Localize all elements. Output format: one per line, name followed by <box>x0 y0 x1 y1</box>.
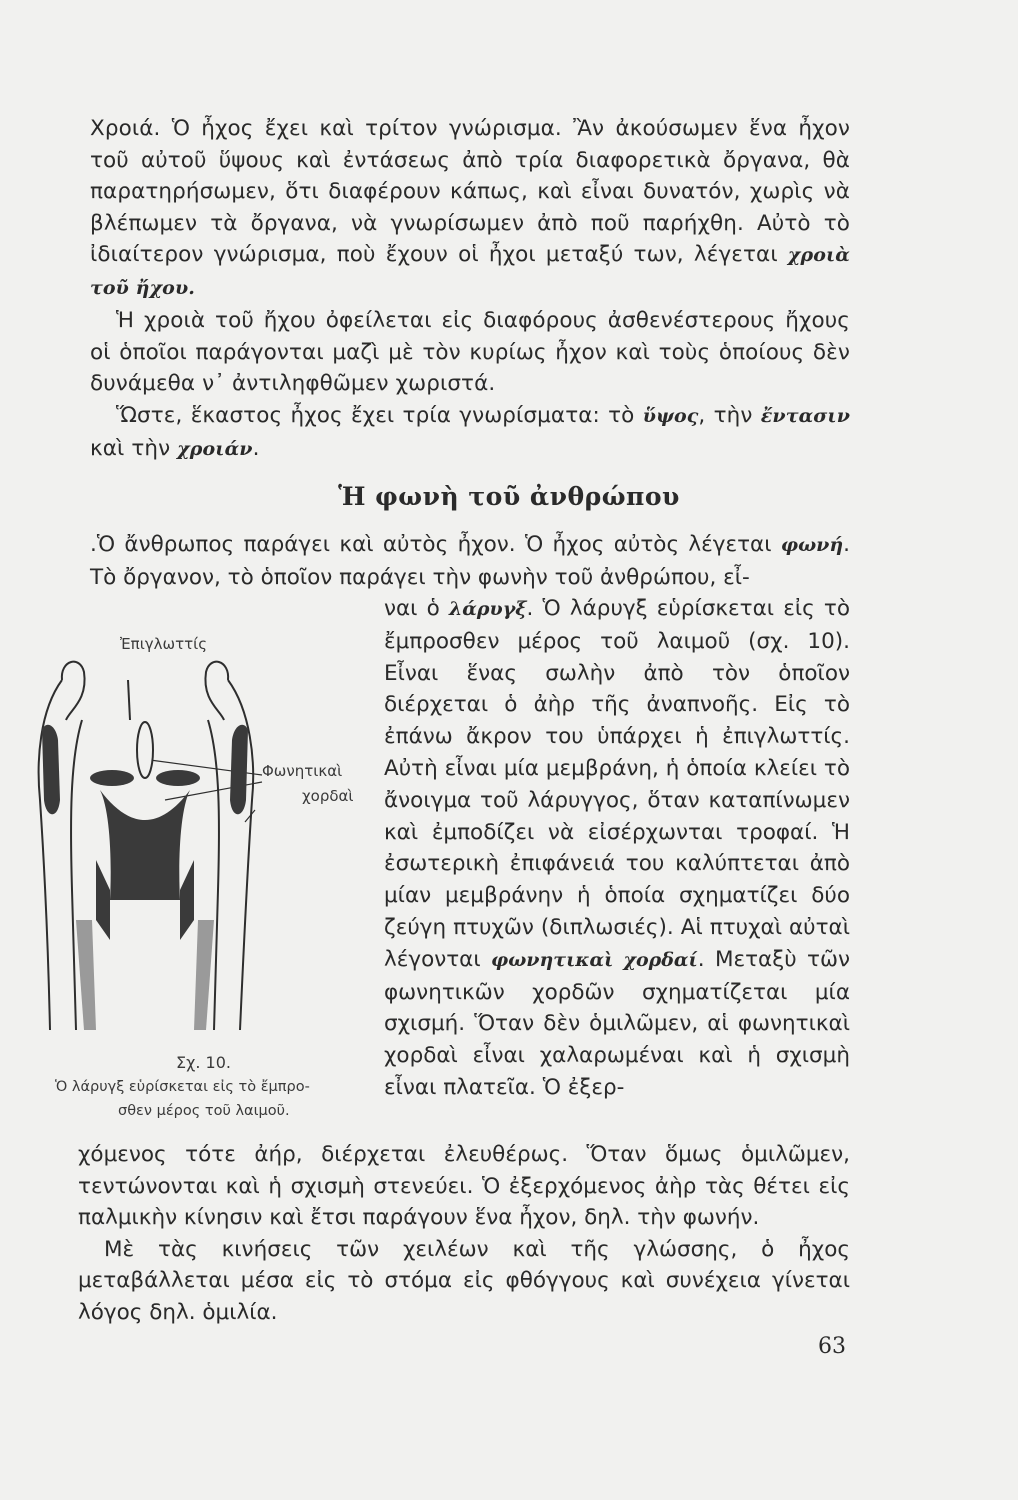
figure-caption-line1: Ὁ λάρυγξ εὑρίσκεται εἰς τὸ ἔμπρο- <box>55 1079 310 1095</box>
section-intro: .Ὁ ἄνθρωπος παράγει καὶ αὐτὸς ἦχον. Ὁ ἦχος αὐτὸς λέγεται φωνή. Τὸ ὄργανον, τὸ ὁποῖον παράγει τὴν φωνὴν τοῦ ἀνθρώπου, εἶ- <box>90 532 850 590</box>
term-timbre: χροιὰ τοῦ ἤχου. <box>90 244 850 299</box>
paragraph-timbre: Χροιά. Ὁ ἦχος ἔχει καὶ τρίτον γνώρισμα. Ἂν ἀκούσωμεν ἕνα ἦχον τοῦ αὐτοῦ ὕψους καὶ ἐντάσεως ἀπὸ τρία διαφορετικὰ ὄργανα, θὰ παρατηρήσωμεν, ὅτι διαφέρουν κάπως, καὶ εἶναι δυνατόν, χωρὶς νὰ βλέπωμεν τὰ ὄργανα, νὰ γνωρίσωμεν ἀπὸ ποῦ παρήχθη. Αὐτὸ τὸ ἰδιαίτερον γνώρισμα, ποὺ ἔχουν οἱ ἦχοι μεταξύ των, λέγεται χροιὰ τοῦ ἤχου. <box>90 116 850 299</box>
figure-caption-line2: σθεν μέρος τοῦ λαιμοῦ. <box>118 1103 290 1119</box>
paragraph-summary: Ὥστε, ἕκαστος ἦχος ἔχει τρία γνωρίσματα: τὸ ὕψος, τὴν ἔντασιν καὶ τὴν χροιάν. <box>90 403 850 461</box>
page-number: 63 <box>818 1334 846 1359</box>
section-heading: Ἡ φωνὴ τοῦ ἀνθρώπου <box>338 482 680 511</box>
label-vocal-cords-1: Φωνητικαὶ <box>262 762 343 780</box>
voice-continuation: χόμενος τότε ἀήρ, διέρχεται ἐλευθέρως. Ὅταν ὅμως ὁμιλῶμεν, τεντώνονται καὶ ἡ σχισμὴ στενεύει. Ὁ ἐξερχόμενος ἀὴρ τὰς θέτει εἰς παλμικὴν κίνησιν καὶ ἔτσι παράγουν ἕνα ἦχον, δηλ. τὴν φωνήν. Μὲ τὰς κινήσεις τῶν χειλέων καὶ τῆς γλώσσης, ὁ ἦχος μεταβάλλεται μέσα εἰς τὸ στόμα εἰς φθόγγους καὶ συνέχεια γίνεται λόγος δηλ. ὁμιλία. <box>78 1142 850 1325</box>
paragraph-timbre-cause: Ἡ χροιὰ τοῦ ἤχου ὀφείλεται εἰς διαφόρους ἀσθενέστερους ἤχους οἱ ὁποῖοι παράγονται μαζὶ μὲ τὸν κυρίως ἦχον καὶ τοὺς ὁποίους δὲν δυνάμεθα ν᾿ ἀντιληφθῶμεν χωριστά. <box>90 308 850 396</box>
timbre-title: Χροιά. <box>90 116 172 141</box>
label-epiglottis: Ἐπιγλωττίς <box>120 635 208 653</box>
larynx-description: ναι ὁ λάρυγξ. Ὁ λάρυγξ εὑρίσκεται εἰς τὸ ἔμπροσθεν μέρος τοῦ λαιμοῦ (σχ. 10). Εἶναι ἕνας σωλὴν ἀπὸ τὸν ὁποῖον διέρχεται ὁ ἀὴρ τῆς ἀναπνοῆς. Εἰς τὸ ἐπάνω ἄκρον του ὑπάρχει ἡ ἐπιγλωττίς. Αὐτὴ εἶναι μία μεμβράνη, ἡ ὁποία κλείει τὸ ἄνοιγμα τοῦ λάρυγγος, ὅταν καταπίνωμεν καὶ ἐμποδίζει νὰ εἰσέρχωνται τροφαί. Ἡ ἐσωτερικὴ ἐπιφάνειά του καλύπτεται ἀπὸ μίαν μεμβράνην ἡ ὁποία σχηματίζει δύο ζεύγη πτυχῶν (διπλωσιές). Αἱ πτυχαὶ αὐταὶ λέγονται φωνητικαὶ χορδαί. Μεταξὺ τῶν φωνητικῶν χορδῶν σχηματίζεται μία σχισμή. Ὅταν δὲν ὁμιλῶμεν, αἱ φωνητικαὶ χορδαὶ εἶναι χαλαρωμέναι καὶ ἡ σχισμὴ εἶναι πλατεῖα. Ὁ ἐξερ- <box>384 596 850 1100</box>
label-vocal-cords-2: χορδαὶ <box>302 787 354 805</box>
figure-caption-title: Σχ. 10. <box>176 1053 231 1072</box>
